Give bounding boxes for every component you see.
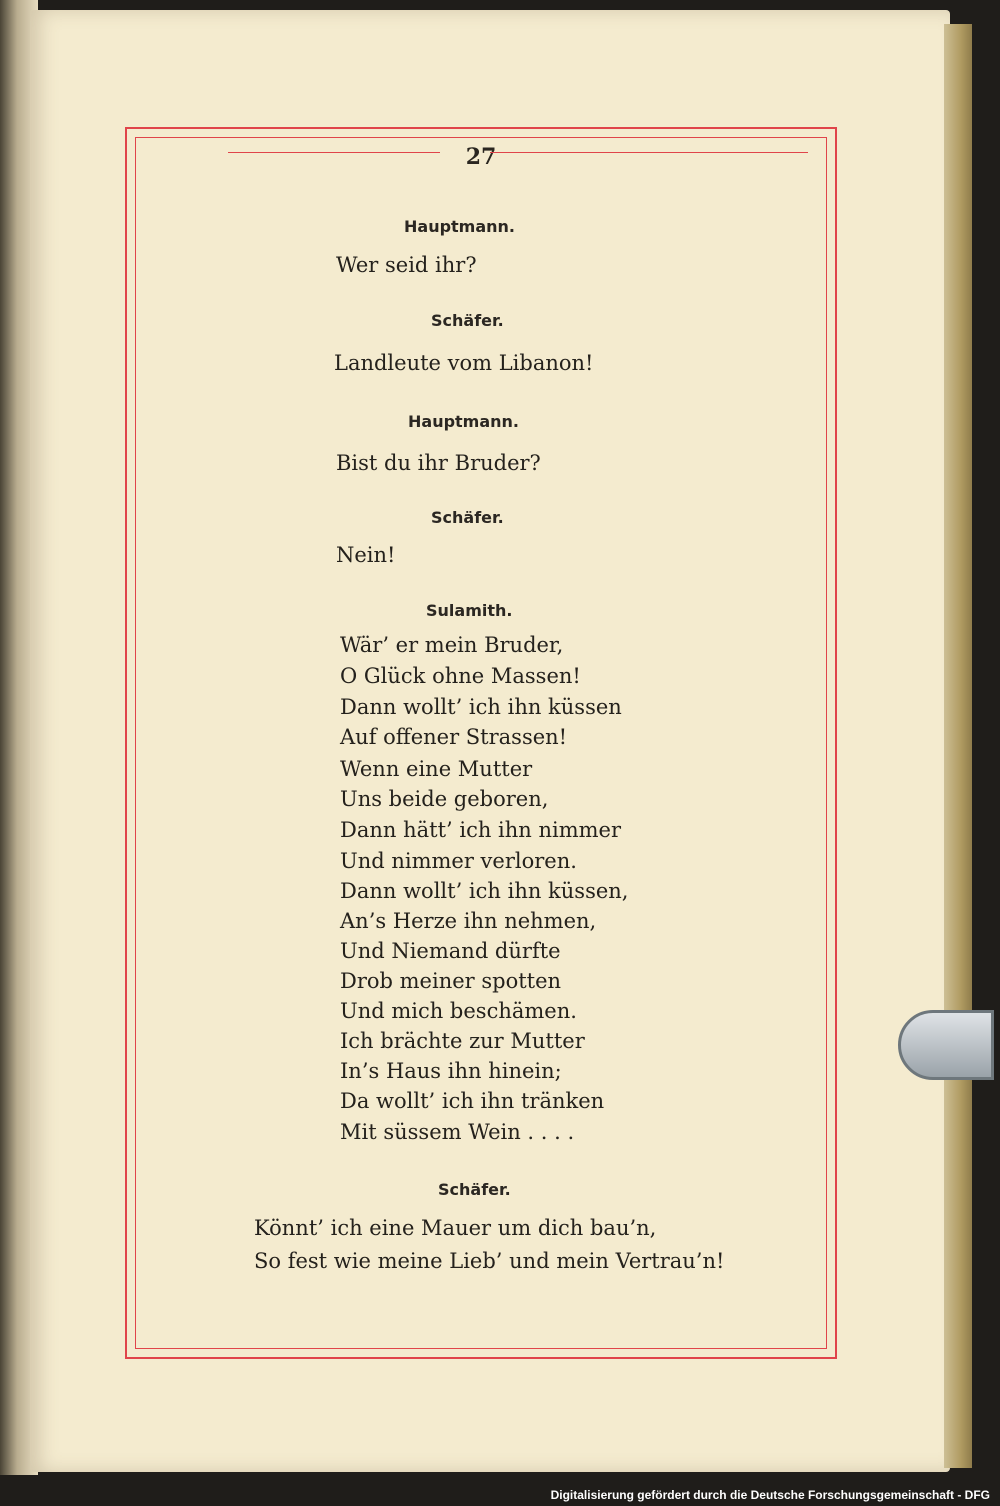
verse-line: Dann hätt’ ich ihn nimmer xyxy=(340,818,622,842)
verse-line: Bist du ihr Bruder? xyxy=(336,451,541,475)
verse-line: Dann wollt’ ich ihn küssen, xyxy=(340,879,629,903)
verse-line: Und nimmer verloren. xyxy=(340,849,577,873)
verse-line: Landleute vom Libanon! xyxy=(334,351,594,375)
verse-line: Drob meiner spotten xyxy=(340,969,562,993)
verse-line: Wer seid ihr? xyxy=(336,253,477,277)
verse-line: Könnt’ ich eine Mauer um dich bau’n, xyxy=(254,1216,657,1240)
speaker-schaefer: Schäfer. xyxy=(438,1180,511,1199)
header-rule-left xyxy=(228,152,440,153)
digitization-footer: Digitalisierung gefördert durch die Deutsche Forschungsgemeinschaft - DFG xyxy=(550,1488,990,1502)
speaker-schaefer: Schäfer. xyxy=(431,508,504,527)
verse-line: Wenn eine Mutter xyxy=(340,757,533,781)
verse-line: Und Niemand dürfte xyxy=(340,939,561,963)
page-number: 27 xyxy=(127,144,835,170)
verse-line: Wär’ er mein Bruder, xyxy=(340,633,564,657)
verse-line: Da wollt’ ich ihn tränken xyxy=(340,1089,605,1113)
verse-line: Und mich beschämen. xyxy=(340,999,577,1023)
verse-line: An’s Herze ihn nehmen, xyxy=(340,909,597,933)
verse-line: So fest wie meine Lieb’ und mein Vertrau’n! xyxy=(254,1249,725,1273)
verse-line: Mit süssem Wein . . . . xyxy=(340,1120,575,1144)
verse-line: Ich brächte zur Mutter xyxy=(340,1029,585,1053)
verse-line: Auf offener Strassen! xyxy=(340,725,568,749)
speaker-sulamith: Sulamith. xyxy=(426,601,513,620)
verse-line: O Glück ohne Massen! xyxy=(340,664,581,688)
speaker-hauptmann: Hauptmann. xyxy=(408,412,520,431)
verse-line: Uns beide geboren, xyxy=(340,787,549,811)
verse-line: Dann wollt’ ich ihn küssen xyxy=(340,695,622,719)
verse-line: Nein! xyxy=(336,543,396,567)
speaker-hauptmann: Hauptmann. xyxy=(404,217,516,236)
page-stack-edge xyxy=(944,24,972,1468)
verse-line: In’s Haus ihn hinein; xyxy=(340,1059,562,1083)
speaker-schaefer: Schäfer. xyxy=(431,311,504,330)
bookmark-clip xyxy=(898,1010,994,1080)
header-rule-right xyxy=(490,152,808,153)
